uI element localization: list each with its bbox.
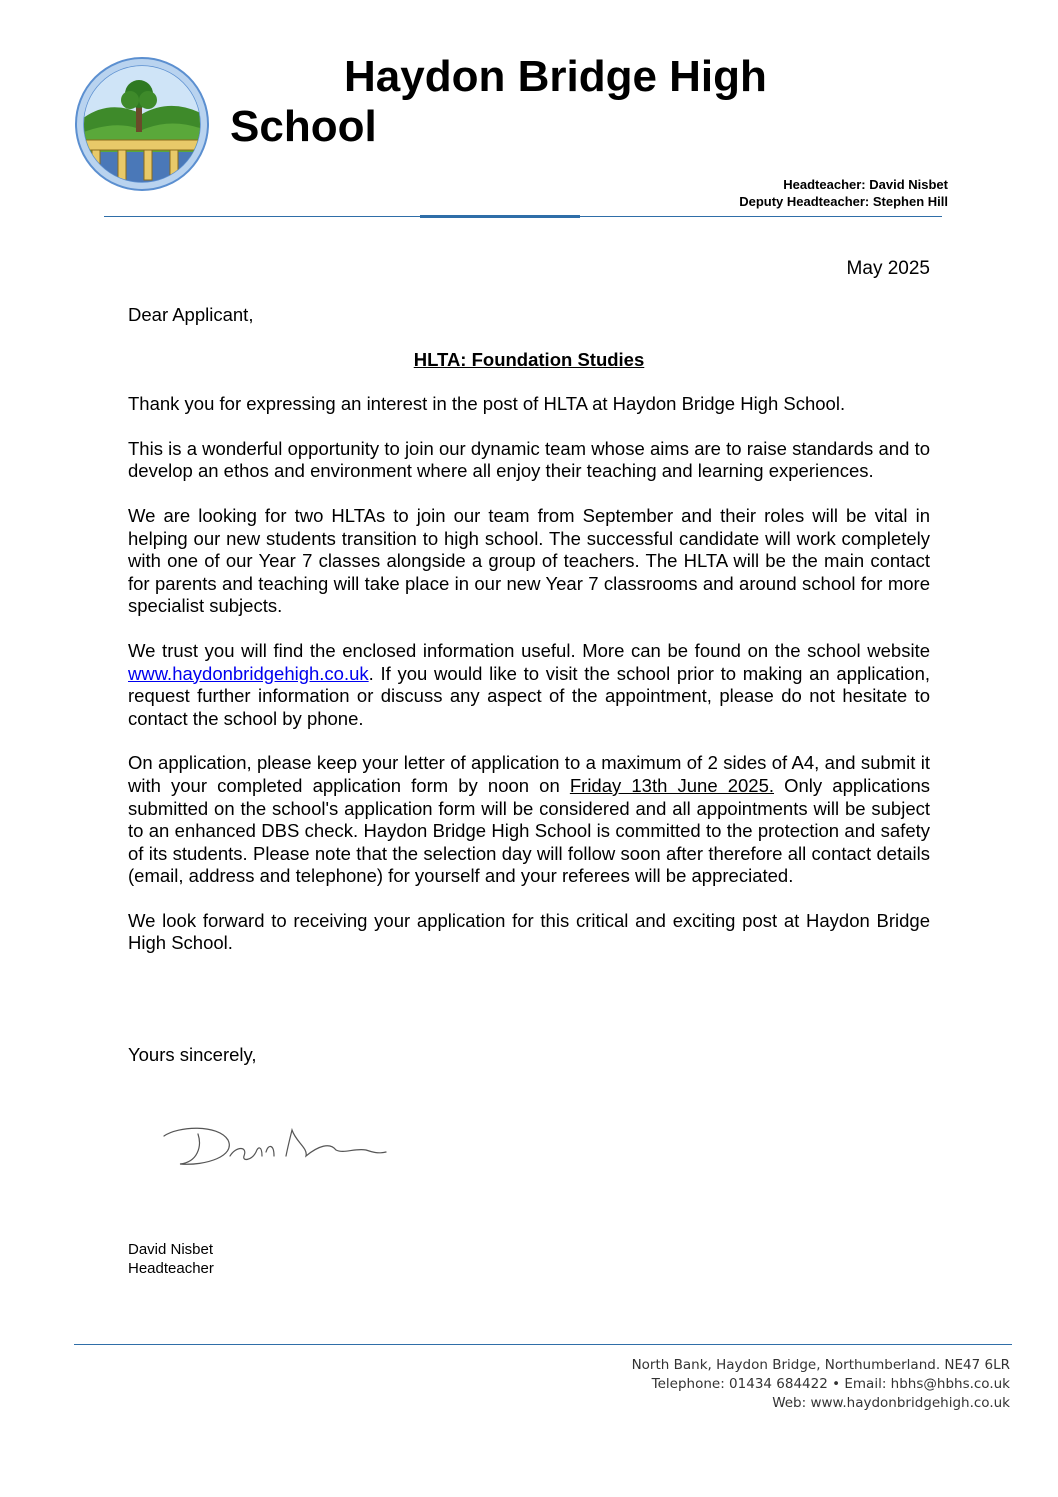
school-name-line2: School — [230, 102, 377, 151]
footer-contact — [632, 1356, 1010, 1413]
paragraph-5-text-b: Only applications submitted on the school's application form will be considered and all appointments will be subject to an enhanced DBS check. Haydon Bridge High School is committed to the protection and safety of its students. Please note that the selection day will follow soon after therefore all contact details (email, address and telephone) for yourself and your referees will be appreciated. — [128, 774, 930, 887]
paragraph-4 — [128, 640, 930, 730]
staff-listing — [739, 176, 948, 210]
signature-image — [158, 1116, 390, 1176]
footer-web: Web: www.haydonbridgehigh.co.uk — [772, 1395, 1010, 1411]
website-link[interactable]: www.haydonbridgehigh.co.uk — [128, 662, 369, 684]
headteacher-line: Headteacher: David Nisbet — [783, 177, 948, 192]
paragraph-1: Thank you for expressing an interest in the post of HLTA at Haydon Bridge High School. — [128, 393, 846, 415]
letter-subject: HLTA: Foundation Studies — [413, 348, 645, 370]
paragraph-4-text-a: We trust you will find the enclosed information useful. More can be found on the school website — [128, 639, 930, 661]
signer-block — [128, 1240, 214, 1278]
school-logo-icon — [74, 56, 210, 192]
paragraph-3: We are looking for two HLTAs to join our team from September and their roles will be vital in helping our new students transition to high school. The successful candidate will work completely with one of our Year 7 classes alongside a group of teachers. The HLTA will be the main contact for parents and teaching will take place in our new Year 7 classrooms and around school for more specialist subjects. — [128, 504, 930, 617]
school-name — [230, 52, 767, 152]
closing: Yours sincerely, — [128, 1044, 257, 1065]
footer-divider — [74, 1344, 1012, 1345]
paragraph-6: We look forward to receiving your application for this critical and exciting post at Haydon Bridge High School. — [128, 909, 930, 954]
paragraph-5 — [128, 752, 930, 888]
header-divider-accent — [420, 215, 580, 218]
deputy-headteacher-line: Deputy Headteacher: Stephen Hill — [739, 194, 948, 209]
footer-address: North Bank, Haydon Bridge, Northumberland. NE47 6LR — [631, 1357, 1010, 1373]
footer-phone-email: Telephone: 01434 684422 • Email: hbhs@hbhs.co.uk — [651, 1376, 1010, 1392]
signer-name: David Nisbet — [128, 1241, 214, 1258]
signer-title: Headteacher — [128, 1260, 214, 1277]
letter-date: May 2025 — [846, 258, 930, 279]
deadline-date: Friday 13th June 2025. — [569, 774, 775, 796]
paragraph-4-text-b: . If you would like to visit the school prior to making an application, request further information or discuss any aspect of the appointment, please do not hesitate to contact the school by phone. — [128, 662, 930, 729]
paragraph-2: This is a wonderful opportunity to join our dynamic team whose aims are to raise standards and to develop an ethos and environment where all enjoy their teaching and learning experiences. — [128, 437, 930, 482]
salutation: Dear Applicant, — [128, 304, 254, 325]
letter-body — [128, 304, 930, 977]
paragraph-5-text-a: On application, please keep your letter of application to a maximum of 2 sides of A4, and submit it with your completed application form by noon on — [128, 752, 930, 796]
school-name-line1: Haydon Bridge High — [344, 52, 767, 101]
